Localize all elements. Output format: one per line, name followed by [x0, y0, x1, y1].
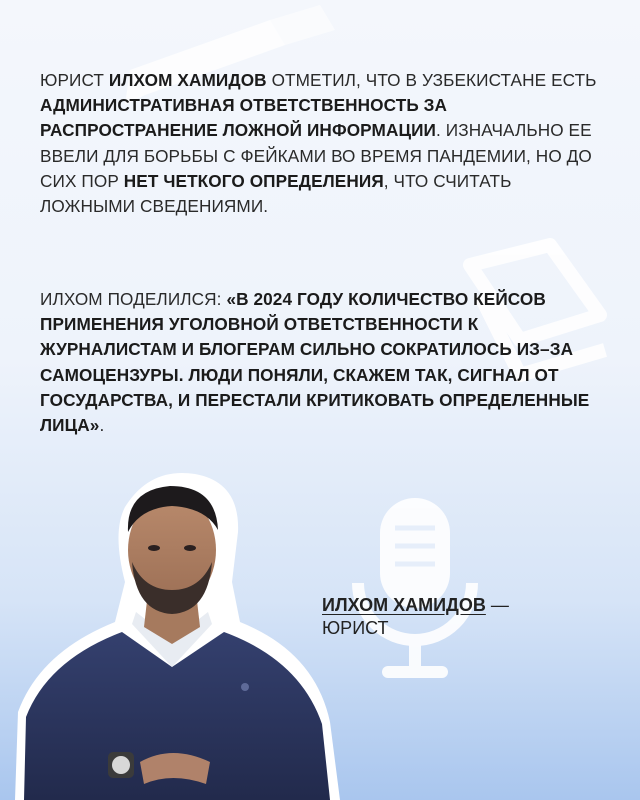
caption-dash: — [485, 595, 509, 615]
portrait-photo [0, 462, 345, 800]
highlight-responsibility: АДМИНИСТРАТИВНАЯ ОТВЕТСТВЕННОСТЬ ЗА РАСПРОСТРАНЕНИЕ ЛОЖНОЙ ИНФОРМАЦИИ [40, 95, 448, 141]
microphone-icon [340, 488, 490, 698]
highlight-definition: НЕТ ЧЕТКОГО ОПРЕДЕЛЕНИЯ [123, 170, 384, 191]
highlight-name: ИЛХОМ ХАМИДОВ [108, 70, 267, 90]
quote-text: «В 2024 ГОДУ КОЛИЧЕСТВО КЕЙСОВ ПРИМЕНЕНИЯ УГОЛОВНОЙ ОТВЕТСТВЕННОСТИ К ЖУРНАЛИСТАМ И БЛОГЕРАМ СИЛЬНО СОКРАТИЛОСЬ ИЗ–ЗА САМОЦЕНЗУРЫ. ЛЮДИ ПОНЯЛИ, СКАЖЕМ ТАК, СИГНАЛ ОТ ГОСУДАРСТВА, И ПЕРЕСТАЛИ КРИТИКОВАТЬ ОПРЕДЕЛЕННЫЕ ЛИЦА» [40, 289, 590, 436]
speaker-name: ИЛХОМ ХАМИДОВ [322, 595, 486, 615]
speaker-role: ЮРИСТ [322, 618, 389, 638]
quote-paragraph: ИЛХОМ ПОДЕЛИЛСЯ: «В 2024 ГОДУ КОЛИЧЕСТВО КЕЙСОВ ПРИМЕНЕНИЯ УГОЛОВНОЙ ОТВЕТСТВЕННОСТИ К ЖУРНАЛИСТАМ И БЛОГЕРАМ СИЛЬНО СОКРАТИЛОСЬ ИЗ–ЗА САМОЦЕНЗУРЫ. ЛЮДИ ПОНЯЛИ, СКАЖЕМ ТАК, СИГНАЛ ОТ ГОСУДАРСТВА, И ПЕРЕСТАЛИ КРИТИКОВАТЬ ОПРЕДЕЛЕННЫЕ ЛИЦА». [40, 289, 590, 436]
speaker-caption [322, 594, 509, 640]
intro-paragraph: ЮРИСТ ИЛХОМ ХАМИДОВ ОТМЕТИЛ, ЧТО В УЗБЕКИСТАНЕ ЕСТЬ АДМИНИСТРАТИВНАЯ ОТВЕТСТВЕННОСТЬ ЗА РАСПРОСТРАНЕНИЕ ЛОЖНОЙ ИНФОРМАЦИИ. ИЗНАЧАЛЬНО ЕЕ ВВЕЛИ ДЛЯ БОРЬБЫ С ФЕЙКАМИ ВО ВРЕМЯ ПАНДЕМИИ, НО ДО СИХ ПОР НЕТ ЧЕТКОГО ОПРЕДЕЛЕНИЯ, ЧТО СЧИТАТЬ ЛОЖНЫМИ СВЕДЕНИЯМИ. [40, 70, 597, 217]
